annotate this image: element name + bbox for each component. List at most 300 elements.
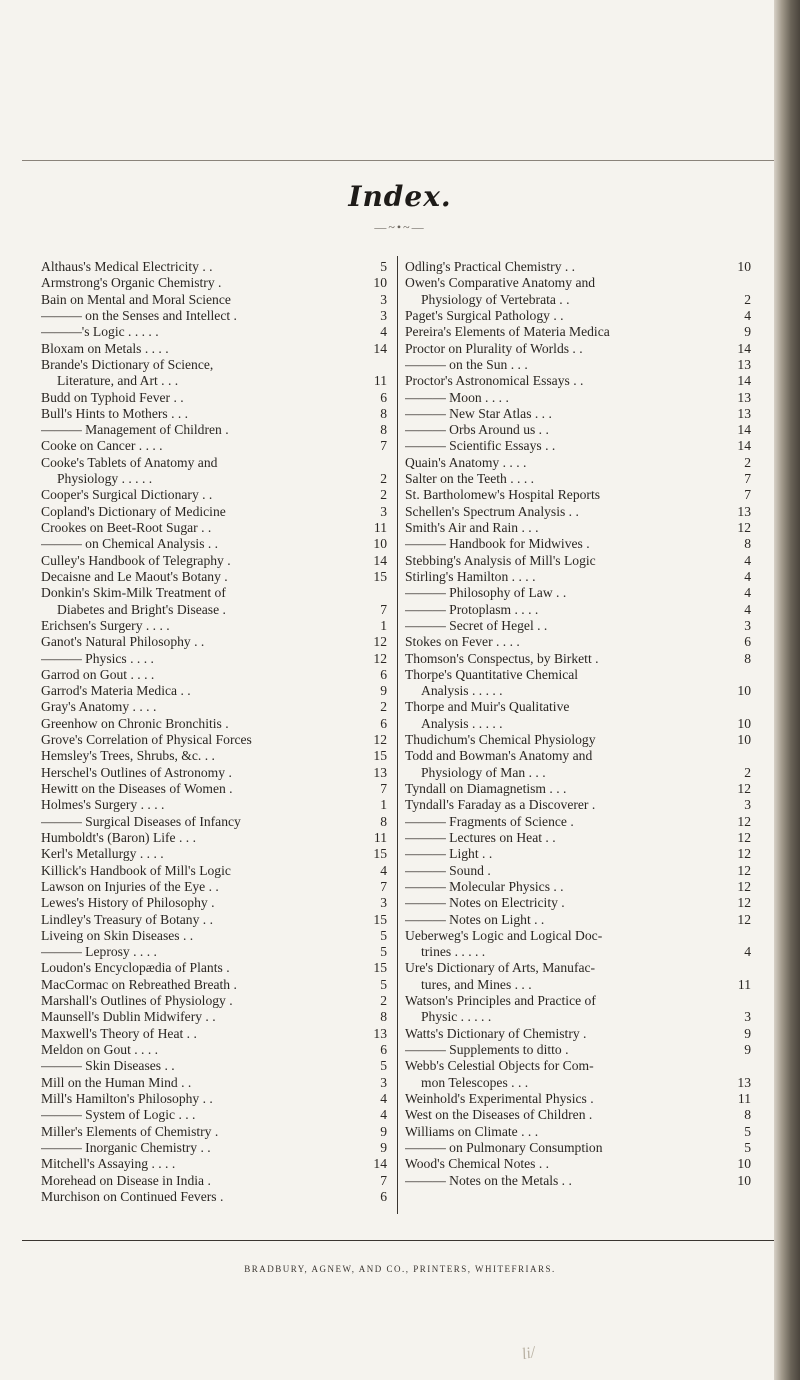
- index-entry-title: Thomson's Conspectus, by Birkett .: [405, 650, 599, 666]
- index-entry-title: Literature, and Art . . .: [57, 373, 179, 389]
- index-entry-title: ——— on Chemical Analysis . .: [41, 536, 219, 552]
- index-entry: [405, 765, 753, 781]
- index-entry-page: 7: [380, 1172, 387, 1188]
- index-entry: [41, 487, 389, 503]
- index-entry: [41, 960, 389, 976]
- index-entry-title: Grove's Correlation of Physical Forces: [41, 732, 252, 748]
- index-entry-title: Physiology . . . . .: [57, 471, 153, 487]
- index-entry-page: 13: [737, 389, 751, 405]
- index-entry: [405, 651, 753, 667]
- index-entry-page: 9: [380, 1123, 387, 1139]
- index-entry-page: 14: [737, 438, 751, 454]
- index-entry-title: ——— Molecular Physics . .: [405, 878, 564, 894]
- index-entry-title: Webb's Celestial Objects for Com-: [405, 1058, 594, 1074]
- index-entry: [405, 732, 753, 748]
- index-entry-page: 12: [737, 862, 751, 878]
- index-entry-page: 3: [744, 617, 751, 633]
- index-entry-page: 4: [744, 601, 751, 617]
- index-entry-title: ——— Leprosy . . . .: [41, 944, 157, 960]
- index-entry: [41, 1075, 389, 1091]
- index-entry-page: 5: [380, 976, 387, 992]
- index-entry: [405, 960, 753, 976]
- index-entry: [405, 1042, 753, 1058]
- index-entry-page: 1: [380, 797, 387, 813]
- index-entry-title: tures, and Mines . . .: [421, 976, 532, 992]
- index-entry-title: Mill's Hamilton's Philosophy . .: [41, 1090, 213, 1106]
- index-entry-page: 12: [373, 650, 387, 666]
- index-entry-title: ——— Scientific Essays . .: [405, 438, 556, 454]
- index-entry-page: 8: [380, 1009, 387, 1025]
- index-entry-page: 10: [373, 536, 387, 552]
- index-entry-page: 9: [744, 1042, 751, 1057]
- index-entry-page: 2: [380, 699, 387, 715]
- index-entry-page: 12: [737, 895, 751, 911]
- margin-mark: li/: [520, 1343, 537, 1364]
- index-entry-title: Marshall's Outlines of Physiology .: [41, 993, 233, 1009]
- index-entry-page: 4: [380, 862, 387, 878]
- index-entry: [41, 1189, 389, 1205]
- index-entry: [41, 390, 389, 406]
- bottom-rule: [22, 1240, 774, 1241]
- index-entry: [405, 438, 753, 454]
- index-entry: [41, 1091, 389, 1107]
- index-entry: [41, 292, 389, 308]
- index-entry: [405, 846, 753, 862]
- index-entry: [405, 275, 753, 291]
- index-entry-title: Williams on Climate . . .: [405, 1123, 539, 1139]
- index-entry: [405, 1009, 753, 1025]
- index-entry: [41, 373, 389, 389]
- index-entry-title: Proctor's Astronomical Essays . .: [405, 373, 584, 389]
- index-entry: [405, 699, 753, 715]
- index-entry: [41, 1042, 389, 1058]
- index-entry: [41, 683, 389, 699]
- index-entry-title: Diabetes and Bright's Disease .: [57, 601, 226, 617]
- index-entry: [405, 520, 753, 536]
- index-entry-title: ——— Inorganic Chemistry . .: [41, 1139, 211, 1155]
- index-entry: [41, 341, 389, 357]
- heading-ornament: —~•~—: [374, 220, 426, 234]
- index-entry-title: Physiology of Vertebrata . .: [421, 291, 570, 307]
- index-entry: [41, 406, 389, 422]
- index-entry-page: 9: [380, 1139, 387, 1155]
- index-entry: [41, 699, 389, 715]
- index-entry-title: ——— Physics . . . .: [41, 650, 154, 666]
- index-entry-title: Copland's Dictionary of Medicine: [41, 503, 226, 519]
- index-entry: [41, 993, 389, 1009]
- column-divider: [397, 256, 398, 1214]
- index-entry-page: 10: [737, 259, 751, 274]
- index-entry-title: ——— on Pulmonary Consumption: [405, 1139, 603, 1155]
- index-entry: [41, 275, 389, 291]
- index-entry-title: ——— Philosophy of Law . .: [405, 585, 567, 601]
- index-entry-page: 3: [380, 503, 387, 519]
- index-entry-title: ——— Management of Children .: [41, 422, 229, 438]
- index-entry-page: 10: [373, 275, 387, 291]
- index-entry-title: Tyndall's Faraday as a Discoverer .: [405, 797, 596, 813]
- index-entry-title: ——— Moon . . . .: [405, 389, 509, 405]
- index-entry: [405, 569, 753, 585]
- index-entry-title: Murchison on Continued Fevers .: [41, 1188, 224, 1204]
- index-entry-title: ——— on the Senses and Intellect .: [41, 307, 237, 323]
- index-column-left: [41, 259, 389, 1205]
- index-column-right: [405, 259, 753, 1189]
- index-entry: [41, 1009, 389, 1025]
- index-entry-page: 12: [373, 732, 387, 748]
- index-entry: [41, 977, 389, 993]
- index-entry-page: 7: [380, 438, 387, 454]
- index-entry: [41, 259, 389, 275]
- index-entry-title: ——— Notes on Light . .: [405, 911, 545, 927]
- index-entry-page: 8: [744, 1107, 751, 1123]
- index-entry: [405, 797, 753, 813]
- index-entry-title: Killick's Handbook of Mill's Logic: [41, 862, 231, 878]
- index-entry: [41, 455, 389, 471]
- index-entry: [405, 863, 753, 879]
- index-entry-page: 10: [737, 1172, 751, 1188]
- index-entry-title: Quain's Anatomy . . . .: [405, 454, 527, 470]
- index-entry: [405, 390, 753, 406]
- index-entry-title: Paget's Surgical Pathology . .: [405, 307, 564, 323]
- index-entry-page: 15: [373, 846, 387, 862]
- index-entry-title: Crookes on Beet-Root Sugar . .: [41, 520, 212, 535]
- index-entry-page: 15: [373, 911, 387, 927]
- index-entry-title: Holmes's Surgery . . . .: [41, 797, 165, 813]
- index-entry-title: Culley's Handbook of Telegraphy .: [41, 552, 231, 568]
- index-entry-page: 2: [744, 454, 751, 470]
- index-entry: [405, 504, 753, 520]
- index-entry: [405, 879, 753, 895]
- index-entry-title: Bloxam on Metals . . . .: [41, 340, 169, 356]
- index-entry: [405, 1091, 753, 1107]
- index-entry-page: 6: [380, 389, 387, 405]
- index-entry-title: Erichsen's Surgery . . . .: [41, 617, 170, 633]
- index-entry: [405, 928, 753, 944]
- index-entry: [41, 585, 389, 601]
- index-entry: [405, 259, 753, 275]
- index-entry-page: 14: [373, 340, 387, 356]
- index-entry-title: Budd on Typhoid Fever . .: [41, 389, 184, 405]
- page-heading: Index.: [348, 180, 452, 213]
- index-entry: [41, 324, 389, 340]
- index-entry: [41, 1173, 389, 1189]
- index-entry-title: Bain on Mental and Moral Science: [41, 291, 231, 307]
- index-entry-title: Hewitt on the Diseases of Women .: [41, 781, 233, 796]
- index-entry-page: 3: [380, 307, 387, 323]
- index-entry-page: 10: [737, 683, 751, 699]
- index-entry-page: 10: [737, 715, 751, 731]
- index-entry-page: 13: [737, 405, 751, 421]
- index-entry-title: ——— Surgical Diseases of Infancy: [41, 813, 241, 829]
- index-entry-page: 11: [373, 520, 387, 535]
- index-entry: [41, 536, 389, 552]
- index-entry-page: 8: [380, 422, 387, 438]
- index-entry-page: 9: [744, 324, 751, 340]
- index-entry-page: 6: [744, 634, 751, 650]
- index-entry: [405, 993, 753, 1009]
- index-entry-page: 4: [380, 1090, 387, 1106]
- index-entry: [405, 602, 753, 618]
- index-entry-page: 8: [380, 405, 387, 421]
- index-entry-page: 2: [744, 291, 751, 307]
- index-entry-page: 4: [380, 324, 387, 340]
- index-entry-page: 3: [380, 291, 387, 307]
- index-entry-title: ——— Notes on the Metals . .: [405, 1172, 572, 1188]
- index-entry-title: Maunsell's Dublin Midwifery . .: [41, 1009, 216, 1025]
- index-entry-title: ——— Fragments of Science .: [405, 813, 574, 829]
- index-entry-title: MacCormac on Rebreathed Breath .: [41, 976, 237, 992]
- index-entry-page: 5: [744, 1123, 751, 1139]
- index-entry: [41, 569, 389, 585]
- index-entry-page: 12: [737, 911, 751, 927]
- index-entry: [41, 1058, 389, 1074]
- index-entry: [41, 830, 389, 846]
- index-entry: [405, 912, 753, 928]
- index-entry: [405, 341, 753, 357]
- index-entry-title: ——— Skin Diseases . .: [41, 1058, 175, 1074]
- index-entry-page: 15: [373, 960, 387, 976]
- index-entry-page: 13: [737, 356, 751, 372]
- index-entry-page: 4: [744, 568, 751, 584]
- index-entry: [405, 536, 753, 552]
- index-entry-title: Thorpe and Muir's Qualitative: [405, 699, 570, 715]
- index-entry-page: 14: [373, 1156, 387, 1172]
- index-entry: [405, 1173, 753, 1189]
- index-entry: [41, 651, 389, 667]
- index-entry-page: 12: [737, 813, 751, 829]
- index-entry-title: Weinhold's Experimental Physics .: [405, 1090, 594, 1106]
- index-entry-title: Althaus's Medical Electricity . .: [41, 259, 213, 274]
- index-entry: [405, 1026, 753, 1042]
- index-entry-title: mon Telescopes . . .: [421, 1074, 529, 1090]
- index-entry-page: 12: [737, 829, 751, 845]
- index-entry: [405, 292, 753, 308]
- index-entry-page: 11: [737, 976, 751, 992]
- index-entry-page: 10: [737, 732, 751, 748]
- index-entry: [41, 1107, 389, 1123]
- index-entry-title: Kerl's Metallurgy . . . .: [41, 846, 164, 862]
- index-entry-page: 9: [380, 683, 387, 699]
- index-entry-title: Analysis . . . . .: [421, 715, 503, 731]
- index-entry-title: Bull's Hints to Mothers . . .: [41, 405, 189, 421]
- index-entry: [405, 553, 753, 569]
- printer-imprint: BRADBURY, AGNEW, AND CO., PRINTERS, WHITEFRIARS.: [244, 1264, 556, 1274]
- index-entry-page: 15: [373, 568, 387, 584]
- index-entry-title: Cooper's Surgical Dictionary . .: [41, 487, 213, 503]
- index-entry-title: Smith's Air and Rain . . .: [405, 520, 539, 535]
- index-entry: [405, 406, 753, 422]
- index-entry-page: 5: [380, 1058, 387, 1074]
- index-entry-title: Ganot's Natural Philosophy . .: [41, 634, 205, 650]
- index-entry: [41, 863, 389, 879]
- index-entry-title: Proctor on Plurality of Worlds . .: [405, 340, 583, 356]
- index-entry-title: Stokes on Fever . . . .: [405, 634, 520, 650]
- index-entry: [41, 618, 389, 634]
- index-entry: [41, 1140, 389, 1156]
- index-entry-page: 12: [373, 634, 387, 650]
- index-entry: [405, 1124, 753, 1140]
- index-entry-page: 13: [737, 503, 751, 519]
- index-entry-title: Todd and Bowman's Anatomy and: [405, 748, 593, 764]
- index-entry-title: West on the Diseases of Children .: [405, 1107, 593, 1123]
- index-entry-page: 4: [380, 1107, 387, 1123]
- index-entry: [405, 324, 753, 340]
- index-entry-title: Owen's Comparative Anatomy and: [405, 275, 596, 291]
- index-entry-page: 5: [380, 927, 387, 943]
- index-entry-page: 4: [744, 944, 751, 960]
- index-entry-title: Schellen's Spectrum Analysis . .: [405, 503, 579, 519]
- index-entry-page: 7: [744, 487, 751, 503]
- index-entry-title: Cooke's Tablets of Anatomy and: [41, 454, 218, 470]
- index-entry-page: 6: [380, 1188, 387, 1204]
- index-entry: [405, 1075, 753, 1091]
- index-entry-title: Lewes's History of Philosophy .: [41, 895, 215, 911]
- index-entry-page: 12: [737, 878, 751, 894]
- index-entry-title: Odling's Practical Chemistry . .: [405, 259, 576, 274]
- index-entry: [405, 455, 753, 471]
- index-entry-title: Lindley's Treasury of Botany . .: [41, 911, 213, 927]
- index-entry-title: ——— Supplements to ditto .: [405, 1042, 569, 1057]
- index-entry-page: 8: [744, 650, 751, 666]
- index-entry-title: Donkin's Skim-Milk Treatment of: [41, 585, 226, 601]
- index-entry-title: Humboldt's (Baron) Life . . .: [41, 829, 196, 845]
- index-entry: [41, 716, 389, 732]
- index-entry-page: 13: [737, 1074, 751, 1090]
- index-entry-title: Ure's Dictionary of Arts, Manufac-: [405, 960, 596, 976]
- index-entry: [405, 634, 753, 650]
- index-entry-title: Gray's Anatomy . . . .: [41, 699, 157, 715]
- index-entry: [41, 553, 389, 569]
- index-entry-page: 2: [380, 993, 387, 1009]
- index-entry-title: Thorpe's Quantitative Chemical: [405, 666, 579, 682]
- index-entry-page: 5: [744, 1139, 751, 1155]
- index-entry-title: Morehead on Disease in India .: [41, 1172, 211, 1188]
- index-entry: [405, 1156, 753, 1172]
- index-entry-title: Physiology of Man . . .: [421, 764, 546, 780]
- index-entry-title: Armstrong's Organic Chemistry .: [41, 275, 222, 291]
- index-entry-page: 12: [737, 781, 751, 796]
- index-entry-page: 10: [737, 1156, 751, 1172]
- index-entry: [405, 585, 753, 601]
- index-entry-page: 11: [737, 1090, 751, 1106]
- index-entry-page: 7: [380, 601, 387, 617]
- index-entry-title: Stebbing's Analysis of Mill's Logic: [405, 552, 596, 568]
- index-entry-title: Physic . . . . .: [421, 1009, 492, 1025]
- index-entry: [41, 781, 389, 797]
- index-entry: [405, 1058, 753, 1074]
- index-entry: [41, 634, 389, 650]
- index-entry: [41, 1124, 389, 1140]
- index-entry-page: 3: [744, 797, 751, 813]
- index-entry: [405, 373, 753, 389]
- index-entry-page: 4: [744, 552, 751, 568]
- index-entry-title: Tyndall on Diamagnetism . . .: [405, 781, 567, 796]
- index-entry: [41, 1156, 389, 1172]
- index-entry-page: 14: [737, 422, 751, 438]
- index-entry-title: ——— Notes on Electricity .: [405, 895, 565, 911]
- index-entry: [405, 683, 753, 699]
- index-entry: [405, 471, 753, 487]
- index-entry-title: Ueberweg's Logic and Logical Doc-: [405, 927, 603, 943]
- index-entry-title: ——— Lectures on Heat . .: [405, 829, 556, 845]
- index-entry-page: 5: [380, 259, 387, 274]
- index-entry: [41, 765, 389, 781]
- index-entry-page: 1: [380, 617, 387, 633]
- index-entry-title: Meldon on Gout . . . .: [41, 1042, 159, 1057]
- index-entry: [405, 977, 753, 993]
- index-entry-title: Wood's Chemical Notes . .: [405, 1156, 550, 1172]
- index-entry-title: Herschel's Outlines of Astronomy .: [41, 764, 232, 780]
- index-entry-title: ———'s Logic . . . . .: [41, 324, 159, 340]
- index-entry-page: 12: [737, 520, 751, 535]
- index-entry: [41, 895, 389, 911]
- index-entry: [41, 357, 389, 373]
- index-entry: [405, 1140, 753, 1156]
- index-entry-page: 2: [380, 471, 387, 487]
- index-entry-title: ——— on the Sun . . .: [405, 356, 528, 372]
- index-entry: [41, 846, 389, 862]
- index-entry: [41, 797, 389, 813]
- index-entry-title: Garrod's Materia Medica . .: [41, 683, 191, 699]
- index-entry: [41, 667, 389, 683]
- index-entry-title: Liveing on Skin Diseases . .: [41, 927, 194, 943]
- index-entry: [41, 504, 389, 520]
- index-entry-page: 5: [380, 944, 387, 960]
- index-entry-page: 2: [380, 487, 387, 503]
- index-entry-page: 4: [744, 307, 751, 323]
- index-entry: [41, 520, 389, 536]
- index-entry-title: Mitchell's Assaying . . . .: [41, 1156, 176, 1172]
- index-entry-page: 4: [744, 585, 751, 601]
- index-entry: [405, 667, 753, 683]
- index-entry-page: 14: [737, 340, 751, 356]
- index-entry-title: Brande's Dictionary of Science,: [41, 356, 214, 372]
- index-entry: [41, 1026, 389, 1042]
- index-entry: [405, 781, 753, 797]
- index-entry-page: 3: [380, 895, 387, 911]
- index-entry: [41, 602, 389, 618]
- index-entry-page: 7: [380, 781, 387, 796]
- index-entry-page: 13: [373, 764, 387, 780]
- index-entry: [405, 422, 753, 438]
- index-entry: [41, 944, 389, 960]
- index-entry: [405, 895, 753, 911]
- index-entry: [41, 748, 389, 764]
- index-entry: [405, 618, 753, 634]
- index-entry: [41, 928, 389, 944]
- index-entry: [405, 944, 753, 960]
- index-entry-page: 15: [373, 748, 387, 764]
- index-entry-page: 9: [744, 1025, 751, 1041]
- index-entry-page: 11: [373, 373, 387, 389]
- index-entry-page: 7: [380, 878, 387, 894]
- index-entry: [405, 357, 753, 373]
- index-entry-page: 12: [737, 846, 751, 862]
- index-entry: [405, 308, 753, 324]
- index-entry-title: trines . . . . .: [421, 944, 486, 960]
- index-entry-title: Thudichum's Chemical Physiology: [405, 732, 596, 748]
- index-entry-page: 11: [373, 829, 387, 845]
- index-entry: [41, 814, 389, 830]
- index-entry-page: 3: [744, 1009, 751, 1025]
- index-entry-title: ——— Sound .: [405, 862, 491, 878]
- index-entry-page: 6: [380, 715, 387, 731]
- index-entry-page: 8: [380, 813, 387, 829]
- index-entry-title: Lawson on Injuries of the Eye . .: [41, 878, 219, 894]
- index-entry: [405, 830, 753, 846]
- index-entry: [41, 438, 389, 454]
- index-entry-title: Decaisne and Le Maout's Botany .: [41, 568, 228, 584]
